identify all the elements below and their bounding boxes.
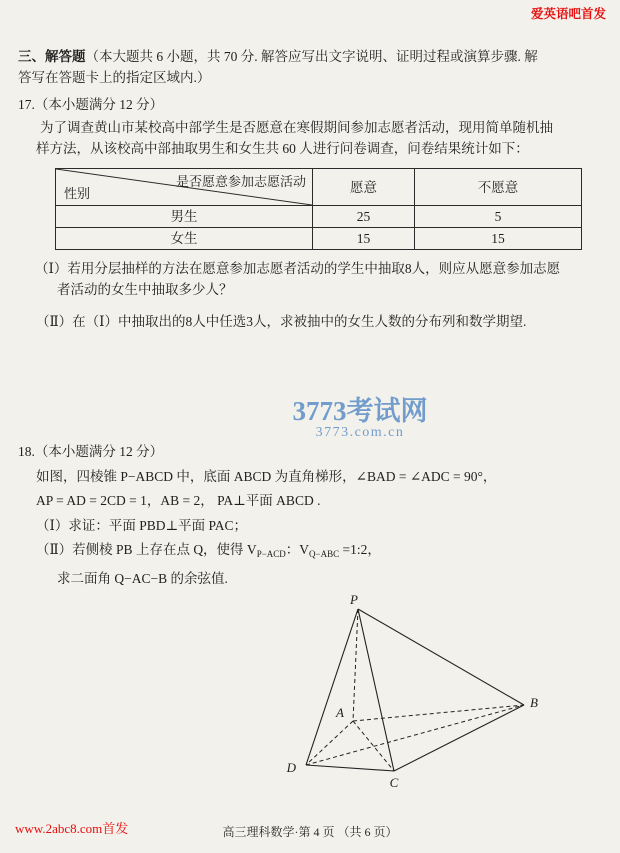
q18-item2-sub1: P−ACD xyxy=(256,549,286,560)
q18-item1: （Ⅰ）求证：平面 PBD⊥平面 PAC； xyxy=(36,517,248,533)
q18-line1: 如图，四棱锥 P−ABCD 中，底面 ABCD 为直角梯形，∠BAD = ∠ADC = 90°， xyxy=(36,468,497,484)
table-row xyxy=(56,228,582,250)
vertex-label-p: P xyxy=(350,593,358,607)
q18-line2: AP = AD = 2CD = 1，AB = 2， PA⊥平面 ABCD . xyxy=(36,493,321,509)
watermark-url: 3773.com.cn xyxy=(315,425,405,440)
q17-item2: （Ⅱ）在（Ⅰ）中抽取出的8人中任选3人，求被抽中的女生人数的分布列和数学期望. xyxy=(36,314,527,329)
page-footer: 高三理科数学·第 4 页 （共 6 页） xyxy=(222,825,398,839)
vertex-label-a: A xyxy=(336,704,344,720)
q18-item2-line1 xyxy=(36,538,600,567)
vertex-label-d: D xyxy=(286,759,296,775)
male-unwilling-value: 5 xyxy=(415,206,582,228)
watermark-title: 3773考试网 xyxy=(292,396,428,426)
vertex-label-b: B xyxy=(530,694,538,710)
col-header-unwilling: 不愿意 xyxy=(415,169,582,206)
q18-item2-line2: 求二面角 Q−AC−B 的余弦值. xyxy=(57,570,228,586)
q17-item1-line2: 者活动的女生中抽取多少人？ xyxy=(57,282,233,297)
q17-intro-line2: 样方法，从该校高中部抽取男生和女生共 60 人进行问卷调查，问卷结果统计如下： xyxy=(36,141,529,156)
survey-table xyxy=(55,168,582,250)
q17-intro-line1: 为了调查黄山市某校高中部学生是否愿意在寒假期间参加志愿者活动，现用简单随机抽 xyxy=(40,120,553,135)
section-header-line2: 答写在答题卡上的指定区域内.） xyxy=(18,70,211,85)
diagonal-header-cell xyxy=(56,169,313,206)
row-label-female: 女生 xyxy=(56,228,313,250)
q18-item2-pre: （Ⅱ）若侧棱 PB 上存在点 Q，使得 V xyxy=(36,542,257,558)
col-header-willing: 愿意 xyxy=(313,169,415,206)
q18-title: 18.（本小题满分 12 分） xyxy=(18,444,164,459)
figure-container xyxy=(18,594,600,799)
q17-item1-line1: （Ⅰ）若用分层抽样的方法在愿意参加志愿者活动的学生中抽取8人，则应从愿意参加志愿 xyxy=(35,261,561,276)
male-willing-value: 25 xyxy=(313,206,415,228)
pyramid-figure xyxy=(266,594,566,799)
section-header-rest: （本大题共 6 小题，共 70 分. 解答应写出文字说明、证明过程或演算步骤. 解 xyxy=(85,49,538,64)
section-header-bold: 三、解答题 xyxy=(18,49,86,64)
table-row xyxy=(56,206,582,228)
table-header-row xyxy=(56,169,582,206)
q18-item2-post: =1:2， xyxy=(339,542,381,558)
dashed-edges xyxy=(306,609,524,771)
q17-title: 17.（本小题满分 12 分） xyxy=(18,97,164,112)
solid-edges xyxy=(306,609,524,771)
row-label-male: 男生 xyxy=(56,206,313,228)
female-willing-value: 15 xyxy=(313,228,415,250)
diag-header-top-label: 是否愿意参加志愿活动 xyxy=(175,174,306,189)
q18-item2-sub2: Q−ABC xyxy=(309,549,340,560)
section-header-line1 xyxy=(18,46,600,67)
q18-item2-mid: ：V xyxy=(285,542,310,558)
top-right-watermark-text: 爱英语吧首发 xyxy=(530,7,606,21)
female-unwilling-value: 15 xyxy=(415,228,582,250)
vertex-label-c: C xyxy=(389,774,399,790)
diag-header-bottom-label: 性别 xyxy=(64,186,91,201)
bottom-left-watermark-text: www.2abc8.com首发 xyxy=(15,821,129,836)
